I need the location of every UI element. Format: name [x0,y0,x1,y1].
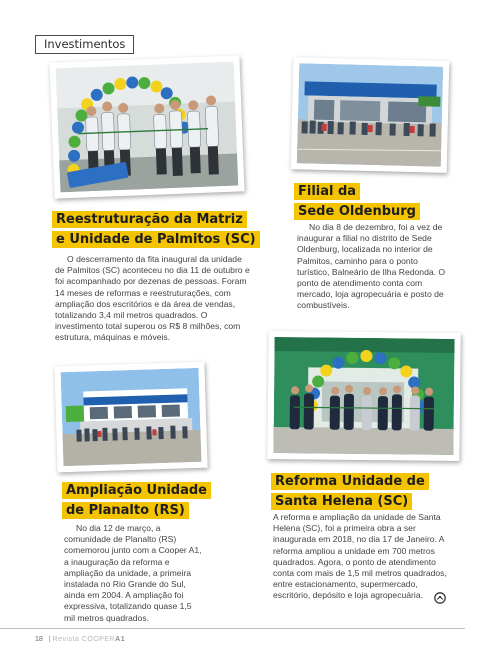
body-palmitos: O descerramento da fita inaugural da unidade de Palmitos (SC) aconteceu no dia 11 de outubro e foi acompanhado por dezenas de pessoas. Foram 14 meses de reformas e reestruturações, com ampliação dos escritórios e da área de vendas, totalizando 3,4 mil metros quadrados. O investimento total superou os R$ 8 milhões, com estrutura, máquinas e móveis. [55,254,250,343]
headline-palmitos: Reestruturação da Matriz e Unidade de Palmitos (SC) [52,210,262,250]
footer-rule [0,628,465,629]
headline-sede-oldenburg: Filial da Sede Oldenburg [294,182,444,222]
magazine-name: Revista COOPERA1 [52,636,126,643]
page-number: 18 [35,636,43,643]
photo-santa-helena [267,331,460,461]
photo-sede-oldenburg [291,57,450,173]
balloon-arch-photo [273,337,454,455]
footer-separator: | [48,636,51,643]
body-santa-helena: A reforma e ampliação da unidade de Santa Helena (SC), foi a primeira obra a ser inaugurada em 2018, no dia 17 de Janeiro. A reforma ampliou a unidade em 700 metros quadrados. Agora, o ponto de atendimento conta com mais de 1,5 mil metros quadrados, entre estacionamento, supermercado, escritório, depósito e loja agropecuária. [273,512,447,601]
body-planalto: No dia 12 de março, a comunidade de Planalto (RS) comemorou junto com a Cooper A1, a inauguração da reforma e ampliação da unidade, a primeira instalada no Rio Grande do Sul, ainda em 2004. A ampliação foi expressiva, totalizando quase 1,5 mil metros quadrados. [64,523,202,623]
headline-planalto: Ampliação Unidade de Planalto (RS) [62,481,212,521]
page-footer [35,636,125,643]
store-front-photo [297,63,443,166]
photo-planalto [54,362,207,473]
section-label: Investimentos [35,35,134,54]
body-sede-oldenburg: No dia 8 de dezembro, foi a vez de inaugurar a filial no distrito de Sede Oldenburg, localizada no interior de Palmitos, caminho para o ponto turístico, Balneário de Ilha Redonda. O ponto de atendimento conta com mercado, loja agropecuária e posto de combustíveis. [297,222,446,311]
headline-santa-helena: Reforma Unidade de Santa Helena (SC) [271,472,461,512]
photo-palmitos-ribbon-cutting [49,55,244,198]
ribbon-cutting-photo [56,62,239,193]
end-mark-icon [434,592,446,604]
planalto-building-photo [61,368,202,466]
